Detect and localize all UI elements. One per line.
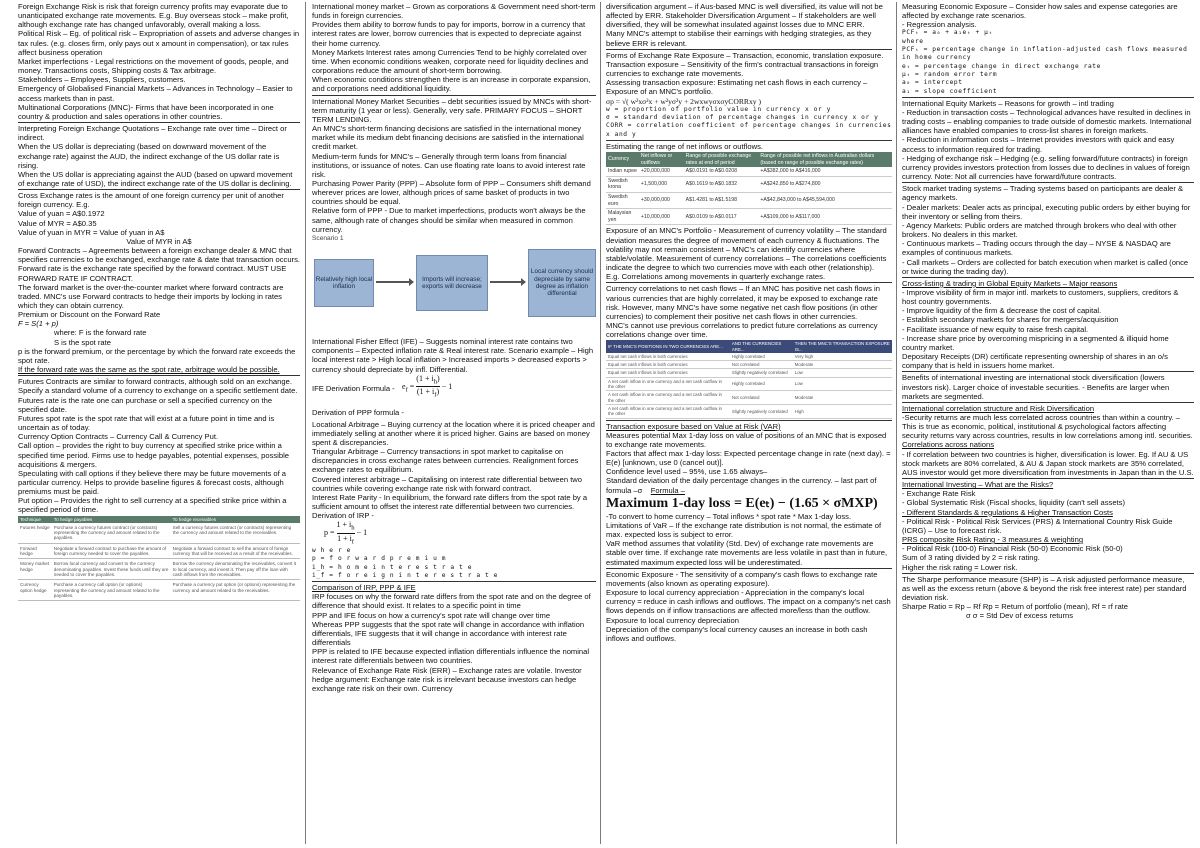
arrow-icon — [376, 281, 410, 283]
text-forward-market: The forward market is the over-the-counter market where forward contracts are traded. MNC's use Forward contracts to hedge their imports by locking in rates which they can obtain currency. — [18, 282, 284, 310]
column-separator — [600, 2, 601, 844]
regression-where: where — [902, 37, 924, 45]
text-ppp-derivation: Derivation of PPP formula - — [312, 407, 404, 417]
text-globalised-markets: Emergency of Globalised Financial Markets – Advances in Technology – Easier to access markets than in past. — [18, 84, 293, 103]
text-stakeholders: Stakeholders – Employees, Suppliers, customers. — [18, 75, 186, 85]
text-usd-depreciating: When the US dollar is depreciating (based on downward movement of the exchange rate) against the AUD, the indirect exchange of the US dollar rate is rising. — [18, 142, 280, 170]
correlation-table — [606, 340, 892, 418]
text-standards: - Different Standards & regulations & Higher Transaction Costs — [902, 507, 1113, 517]
text-intl-money-market: International money market – Grown as corporations & Government need short-term funds in foreign currencies. — [312, 2, 596, 21]
regression-e: eₜ = percentage change in direct exchange rate — [902, 62, 1101, 70]
table-row — [606, 167, 892, 176]
table-cell: Borrow the currency denominating the receivables, convert it to local currency, and invest it. Then pay off the loan with cash inflows from the receivables. — [171, 559, 300, 580]
text-depreciation-effect: Depreciation of the company's local currency causes an increase in both cash inflows and outflows. — [606, 624, 868, 643]
diagram-box-inflation: Relatively high local inflation — [314, 259, 374, 307]
text-money-market-rates: Money Markets Interest rates among Currencies Tend to be highly correlated over time. When economic conditions weaken, corporate need for liquidity declines and corporations reduce the amount of short-term borrowing. — [312, 47, 589, 76]
table-row — [18, 580, 300, 601]
table-cell: A net cash inflow in one currency and a net cash outflow in the other — [606, 377, 730, 391]
text-where-p: p is the forward premium, or the percentage by which the forward rate exceeds the spot rate. — [18, 346, 296, 365]
text-std-dev: Standard deviation of the daily percentage changes in the currency. – last part of formula –σ Formula – — [606, 476, 877, 495]
divider — [312, 95, 596, 96]
text-security-returns: -Security returns are much less correlated across countries than within a country. – This is true as economic, political, institutional & psychological factors affecting security returns vary across countries, results in low correlations among intl. securities. — [902, 413, 1193, 441]
text-ppp-related-ife: PPP is related to IFE because expected inflation differentials influence the nominal interest rate differentials between two countries. — [312, 647, 590, 666]
text-call-markets: - Call markets – Orders are collected for batch execution when market is called (once or twice during the trading day). — [902, 257, 1189, 276]
text-ppp-ife-focus: PPP and IFE focus on how a currency's spot rate will change over time — [312, 610, 551, 620]
table-cell: Negotiate a forward contract to sell the amount of foreign currency that will be received as a result of the receivables. — [171, 543, 300, 559]
text-measuring-economic-exposure: Measuring Economic Exposure – Consider how sales and expense categories are affected by exchange rate scenarios. — [902, 2, 1178, 21]
text-triangular-arbitrage: Triangular Arbitrage – Currency transactions in spot market to capitalise on discrepancies in cross exchange rates between currencies. Realignment forces exchange rates to equilibrium. — [312, 447, 579, 475]
text-ppp-relative: Relative form of PPP - Due to market imperfections, products won't always be the same, although rate of changes should be similar when measured in common currency. — [312, 206, 586, 234]
text-improve-liquidity: - Improve liquidity of the firm & decrease the cost of capital. — [902, 306, 1102, 316]
table-cell: +A$382,000 to A$416,000 — [758, 167, 892, 176]
table-cell: Slightly negatively correlated — [730, 404, 793, 418]
text-relevance-err: Relevance of Exchange Rate Risk (ERR) – Exchange rates are volatile. Investor hedge argument: Exchange rate risk is irrelevant because investors can hedge exchange rate risk on their own. Currency — [312, 665, 582, 693]
text-interpreting-quotations: Interpreting Foreign Exchange Quotations – Exchange rate over time – Direct or indirect. — [18, 124, 287, 143]
text-money-market-securities: International Money Market Securities – debt securities issued by MNCs with short-term maturity (1 year or less). Generally, very safe. PRIMARY FOCUS – SHORT TERM LENDING. — [312, 96, 592, 124]
text-ife-derivation: IFE Derivation Formula - — [312, 383, 395, 393]
text-political-risk: Political Risk – Eg. of political risk – Expropriation of assets and adverse changes in tax rules. (e.g. closes firm, only pays out x amount in compensation), or tax rules affect business operation — [18, 29, 300, 57]
table-row — [18, 543, 300, 559]
divider — [902, 97, 1194, 98]
table-cell: A$0.0191 to A$0.0208 — [684, 167, 759, 176]
table-header: THEN THE MNC'S TRANSACTION EXPOSURE IS... — [793, 340, 892, 353]
table-row — [606, 176, 892, 192]
table-cell: Malaysian yen — [606, 209, 639, 225]
divider — [902, 371, 1194, 372]
divider — [606, 420, 892, 421]
table-cell: +30,000,000 — [639, 193, 684, 209]
text-transaction-exposure: Transaction exposure – Sensitivity of the firm's contractual transactions in foreign currencies to exchange rate movements. — [606, 59, 879, 79]
table-cell: A$1.4281 to A$1.5198 — [684, 193, 759, 209]
text-assessing-exposure: Assessing transaction exposure: Estimating net cash flows in each currency – Exposure of an MNC's portfolio. — [606, 78, 868, 97]
text-benefits-intl: Benefits of international investing are international stock diversification (lowers investors risk). Larger choice of investable securities. - Benefits are larger when markets are segmented. — [902, 373, 1170, 401]
table-cell: Not correlated — [730, 391, 793, 405]
text-political-risk-prs: - Political Risk - Political Risk Services (PRS) & International Country Risk Guide (ICRG) – Use to forecast risk. — [902, 516, 1173, 535]
text-increase-share-price: - Increase share price by overcoming mispricing in a segmented & illiquid home country market. — [902, 333, 1169, 352]
formula-weight: w = proportion of portfolio value in currency x or y — [606, 105, 831, 113]
table-cell: +A$242,850 to A$274,800 — [758, 176, 892, 192]
text-var-measures: Measures potential Max 1-day loss on value of positions of an MNC that is exposed to exchange rate movements. — [606, 430, 887, 449]
table-row — [606, 391, 892, 405]
diagram-box-trade: Imports will increase; exports will decrease — [416, 255, 488, 311]
text-information-costs: - Reduction in information costs – Internet provides investors with quick and easy access to information required for trading. — [902, 135, 1175, 154]
table-header: Range of possible net inflows in Australian dollars (based on range of possible exchange rates) — [758, 152, 892, 167]
text-forward-contracts: Forward Contracts – Agreements between a foreign exchange dealer & MNC that specifies currencies to be exchanged, exchange rate & date that transaction occurs. — [18, 246, 300, 265]
text-option-contracts: Currency Option Contracts – Currency Call & Currency Put. — [18, 432, 219, 442]
text-locational-arbitrage: Locational Arbitrage – Buying currency at the location where it is priced cheaper and immediately selling at another where it is priced higher. Gains are based on money spent & discrepancies. — [312, 419, 595, 447]
column-2 — [312, 2, 596, 844]
text-currency-correlations: Currency correlations to net cash flows – If an MNC has positive net cash flows in various currencies that are highly correlated, it may be exposed to exchange rate risk. However, many MNC's have some negative net cash flow positions (in other currencies) to complement their positive net cash flows in other currencies. — [606, 284, 880, 321]
text-forms-exposure: Forms of Exchange Rate Exposure – Transaction, economic, translation exposure. — [606, 50, 884, 60]
table-cell: Highly correlated — [730, 377, 793, 391]
text-formula-label: Formula – — [650, 485, 685, 495]
divider — [18, 375, 300, 376]
text-secondary-markets: - Establish secondary markets for shares for mergers/acquisition — [902, 315, 1119, 325]
text-equity-markets: International Equity Markets – Reasons for growth – intl trading — [902, 98, 1114, 108]
formula-max-1day-loss: Maximum 1-day loss = E(eₜ) − (1.65 × σMXP) — [606, 495, 878, 511]
table-cell: Negotiate a forward contract to purchase the amount of foreign currency needed to cover the payables. — [52, 543, 171, 559]
table-row — [18, 523, 300, 543]
table-cell: +A$109,000 to A$117,000 — [758, 209, 892, 225]
divider — [606, 140, 892, 141]
table-cell: Swedish krona — [606, 176, 639, 192]
column-separator — [896, 2, 897, 844]
text-correlation-example: - If correlation between two countries is higher, diversification is lower. Eg. If AU & US stock markets are 80% correlated, & AU & Japan stock markets are 35% correlated, AUS investor would get more diversification from investments in Japan than in the U.S. — [902, 449, 1194, 477]
text-prs-measures: - Political Risk (100-0) Financial Risk (50-0) Economic Risk (50-0) — [902, 544, 1123, 554]
divider — [902, 573, 1194, 574]
table-cell: +1,500,000 — [639, 176, 684, 192]
text-arbitrage-possible: If the forward rate was the same as the spot rate, arbitrage would be possible. — [18, 365, 280, 375]
text-sharpe-sigma: σ σ = Std Dev of excess returns — [966, 611, 1074, 621]
text-economic-strengthen: When economic conditions strengthen there is an increase in corporate expansion, and corporations need additional liquidity. — [312, 75, 591, 94]
scenario-label: Scenario 1 — [312, 234, 344, 242]
ife-fraction-numerator: $e_f$ = $\frac{(1 + i_h)}{(1 + i_f)}$ − 1 — [402, 373, 453, 400]
text-value-myr: Value of MYR = A$0.35 — [18, 218, 97, 228]
text-ife: International Fisher Effect (IFE) – Suggests nominal interest rate contains two components – Expected inflation rate & Real interest rate. Scenario example – High local interest rate > High local inflation > Increased imports > decreased exports > currency should depreciate by infl. Differential. — [312, 337, 594, 374]
text-var-limitations: Limitations of VaR – If the exchange rate distribution is not normal, the estimate of max. expected loss is subject to error. — [606, 520, 882, 540]
column-4 — [902, 2, 1194, 844]
heading-var: Transaction exposure based on Value at Risk (VAR) — [606, 421, 781, 431]
text-local-depreciation: Exposure to local currency depreciation — [606, 615, 739, 625]
text-convert-home: -To convert to home currency – Total inflows * spot rate * Max 1-day loss. — [606, 511, 852, 521]
text-hedging-exchange-risk: - Hedging of exchange risk – Hedging (e.g. selling forward/future contracts) in foreign currency provides investors protection from losses due to declines in values of foreign currency. Note: Not all currencies have forward/future contracts. — [902, 153, 1190, 182]
ppp-scenario-diagram — [312, 245, 596, 335]
table-header: To hedge receivables — [171, 516, 300, 523]
text-cross-exchange-rates: Cross Exchange rates is the amount of one foreign currency per unit of another foreign currency. E.g. — [18, 191, 284, 210]
text-ppp-vs-ife: Whereas PPP suggests that the spot rate will change in accordance with inflation differentials, IFE suggests that it will change in accordance with interest rate differentials — [312, 619, 585, 648]
irp-home-rate: i_h = h o m e i n t e r e s t r a t e — [312, 563, 473, 571]
text-hedging-strategies: Many MNC's attempt to stabilise their earnings with hedging strategies, as they believe ERR is relevant. — [606, 29, 872, 48]
table-cell: +A$42,843,000 to A$45,594,000 — [758, 193, 892, 209]
text-where-s: S is the spot rate — [54, 337, 111, 347]
divider — [606, 282, 892, 283]
text-new-equity: - Facilitate issuance of new equity to raise fresh capital. — [902, 324, 1089, 334]
text-call-option: Call option – provides the right to buy currency at specified strike price within a specified time period. Firms use to hedge payables, potential expenses, possible acquisitions & mergers. — [18, 441, 289, 469]
formula-area — [312, 374, 596, 420]
table-row — [606, 361, 892, 369]
text-futures-contracts: Futures Contracts are similar to forward contracts, although sold on an exchange. Specify a standard volume of a currency to exchange on a specific settlement date. — [18, 377, 298, 396]
table-row — [18, 559, 300, 580]
table-header: Currency — [606, 152, 639, 167]
text-where-f: where: F is the forward rate — [54, 328, 147, 338]
text-mnc: Multinational Corporations (MNC)- Firms that have been incorporated in one country & production and sales operations in other countries. — [18, 102, 274, 121]
hedging-techniques-table — [18, 516, 300, 602]
text-economic-exposure: Economic Exposure - The sensitivity of a company's cash flows to exchange rate movements (also known as operating exposure). — [606, 569, 878, 588]
table-row — [606, 353, 892, 361]
text-put-option: Put option – Provides the right to sell currency at a specified strike price within a specified period of time. — [18, 496, 287, 515]
text-agency-markets: - Agency Markets: Public orders are matched through brokers who deal with other brokers. No dealers in this market. — [902, 220, 1177, 240]
table-cell: Slightly negatively correlated — [730, 369, 793, 377]
irp-where: w h e r e — [312, 546, 351, 554]
text-trading-systems: Stock market trading systems – Trading systems based on participants are dealer & agency markets. — [902, 184, 1184, 203]
column-separator — [305, 2, 306, 844]
text-estimating-range: Estimating the range of net inflows or outflows. — [606, 141, 764, 151]
regression-mu: μₜ = random error term — [902, 70, 998, 78]
text-var-factors: Factors that affect max 1-day loss: Expected percentage change in rate (next day). = E(e) [unknown, use 0 (cancel out)]. — [606, 449, 891, 468]
divider — [902, 478, 1194, 479]
heading-comparison: Comparison of IRP, PPP & IFE — [312, 583, 416, 593]
text-cannot-predict: MNC's cannot use previous correlations to predict future correlations as currency correlations change over time. — [606, 320, 878, 340]
regression-equation: PCFₜ = a₀ + a₁eₜ + μₜ — [902, 29, 993, 37]
divider — [606, 49, 892, 50]
table-header: IF THE MNC'S POSITIONS IN TWO CURRENCIES ARE... — [606, 340, 730, 353]
text-global-systematic: - Global Systematic Risk (Fiscal shocks, liquidity (can't sell assets) — [902, 498, 1125, 508]
table-cell: Purchase a currency put option (or options) representing the currency and amount related to the receivables. — [171, 580, 300, 601]
table-cell: High — [793, 404, 892, 418]
text-continuous-markets: - Continuous markets – Trading occurs through the day – NYSE & NASDAQ are examples of continuous markets. — [902, 239, 1171, 258]
table-row — [606, 377, 892, 391]
text-correlations-example: E.g. Correlations among movements in quarterly exchange rates. — [606, 272, 826, 282]
table-header: Net inflows or outflows — [639, 152, 684, 167]
table-cell: +10,000,000 — [639, 209, 684, 225]
irp-formula: p = $\frac{1 + i_h}{1 + i_f}$ − 1 — [324, 520, 368, 546]
table-cell: Not correlated — [730, 361, 793, 369]
text-market-imperfections: Market imperfections - Legal restrictions on the movement of goods, people, and money. Transactions costs, Shipping costs & Tax arbitrage. — [18, 56, 289, 76]
text-value-yuan: Value of yuan = A$0.1972 — [18, 209, 105, 219]
table-cell: Very high — [793, 353, 892, 361]
table-cell: A net cash inflow in one currency and a net cash outflow in the other — [606, 391, 730, 405]
arrow-icon — [490, 281, 522, 283]
text-regression: - Regression analysis. — [902, 20, 977, 30]
heading-correlation-structure: International correlation structure and Risk Diversification — [902, 403, 1095, 413]
text-premium-discount: Premium or Discount on the Forward Rate — [18, 310, 161, 320]
text-borrow-funds: Provides them ability to borrow funds to pay for imports, borrow in a currency that interest rates are lower, borrow currencies that is expected to depreciate against their home currency. — [312, 20, 586, 48]
table-cell: A net cash inflow in one currency and a net cash outflow in the other — [606, 404, 730, 418]
table-header: To hedge payables — [52, 516, 171, 523]
irp-foreign-rate: i_f = f o r e i g n i n t e r e s t r a t e — [312, 571, 498, 579]
text-portfolio-exposure: Exposure of an MNC's Portfolio - Measurement of currency volatility – The standard deviation measures the degree of movement of each currency & fluctuations. The volatility may not remain consistent – MNC's can identify currencies where stable/volatile. Measurement of currency correlations – The correlations coefficients indicate the degree to which two currencies move with each other (relationship). — [606, 226, 887, 273]
text-transaction-costs: - Reduction in transaction costs – Technological advances have resulted in declines in trading costs – enabling companies to trade outside of domestic markets. International alliances have enabled companies to cross-list shares in foreign markets. — [902, 108, 1192, 136]
text-value-myr-in-aud: Value of MYR in A$ — [126, 236, 192, 246]
table-row — [606, 404, 892, 418]
text-short-term-financing: An MNC's short-term financing decisions are satisfied in the international money market while its medium debt financing decisions are satisfied in the international credit market. — [312, 124, 584, 152]
text-futures-rate: Futures rate is the rate one can purchase or sell a specified currency on the specified date. — [18, 395, 273, 414]
text-local-appreciation: Exposure to local currency appreciation - Appreciation in the company's local currency = reduce in cash inflows and outflows. The impact on a company's net cash flows depends on if inflow transactions are affected more/less than the outflow. — [606, 588, 891, 616]
text-sum-ratings: Sum of 3 rating divided by 2 = risk rating. — [902, 553, 1040, 563]
text-sharpe-measure: The Sharpe performance measure (SHP) is – A risk adjusted performance measure, as well as the excess return (above & beyond the risk free interest rate) per standard deviation risk. — [902, 574, 1187, 602]
divider — [902, 182, 1194, 183]
text-depositary-receipts: Depositary Receipts (DR) certificate representing ownership of shares in an o/s company that is held in issuers home market. — [902, 352, 1168, 371]
text-higher-rating: Higher the risk rating = Lower risk. — [902, 562, 1018, 572]
regression-a0: a₀ = intercept — [902, 79, 963, 87]
heading-intl-risks: International Investing – What are the Risks? — [902, 480, 1054, 490]
table-cell: Indian rupee — [606, 167, 639, 176]
table-cell: Purchase a currency futures contract (or contracts) representing the currency and amount related to the payables. — [52, 523, 171, 543]
table-cell: A$0.1619 to A$0.1832 — [684, 176, 759, 192]
divider — [606, 568, 892, 569]
heading-prs-composite: PRS composite Risk Rating - 3 measures & weighting — [902, 535, 1084, 545]
column-1 — [18, 2, 300, 844]
heading-correlations-nations: Correlations across nations — [902, 440, 995, 450]
text-foreign-exchange-risk: Foreign Exchange Risk is risk that foreign currency profits may evaporate due to unanticipated exchange rate movements. E.g. Buy overseas stock – make profit, although exchange rate has changed unfavorably, overall making a loss. — [18, 2, 289, 30]
formula-sigma: σ = standard deviation of percentage changes in currency x or y — [606, 114, 879, 122]
formula-forward-rate: F = S(1 + p) — [18, 319, 59, 329]
table-row — [606, 369, 892, 377]
text-ppp-absolute: Purchasing Power Parity (PPP) – Absolute form of PPP – Consumers shift demand wherever prices are lower, although prices of same basket of products in two countries should be equal. — [312, 178, 591, 207]
table-header: Range of possible exchange rates at end of period — [684, 152, 759, 167]
text-forward-rate: Forward rate is the exchange rate specified by the forward contract. MUST USE FORWARD RATE IF CONTRACT. — [18, 264, 287, 283]
regression-a1: a₁ = slope coefficient — [902, 87, 998, 95]
regression-pcf: PCFₜ = percentage change in inflation-adjusted cash flows measured in home currency — [902, 46, 1188, 62]
table-cell: A$0.0109 to A$0.0117 — [684, 209, 759, 225]
text-irp: Interest Rate Parity - In equilibrium, the forward rate differs from the spot rate by a sufficient amount to offset the interest rate differential between two currencies. Derivation of IRP - — [312, 492, 588, 521]
table-cell: Purchase a currency call option (or options) representing the currency and amount related to the payables. — [52, 580, 171, 601]
table-cell: Moderate — [793, 361, 892, 369]
text-dealer-markets: - Dealer markets: Dealer acts as principal, executing public orders by either buying for their inventory or selling from theirs. — [902, 202, 1191, 221]
text-usd-appreciating: When the US dollar is appreciating against the AUD (based on upward movement of exchange rate of USD), the indirect exchange rate of the US dollar is declining. — [18, 169, 293, 188]
table-cell: Low — [793, 377, 892, 391]
formula-corr: CORR = correlation coefficient of percentage changes in currencies x and y — [606, 122, 892, 138]
table-row — [606, 193, 892, 209]
table-cell: Equal net cash inflows in both currencies — [606, 361, 730, 369]
text-exchange-rate-risk: - Exchange Rate Risk — [902, 489, 976, 499]
divider — [902, 277, 1194, 278]
table-header: AND THE CURRENCIES ARE... — [730, 340, 793, 353]
text-covered-interest-arbitrage: Covered interest arbitrage – Capitalising on interest rate differential between two countries while covering exchange rate risk with forward contract. — [312, 474, 583, 493]
text-diversification-argument: diversification argument – if Aus-based MNC is well diversified, its value will not be affected by ERR. Stakeholder Diversification Argument – If stakeholders are well diversified, they will be somewhat insulated against losses due to MNC ERR. — [606, 2, 883, 30]
heading-cross-listing: Cross-listing & trading in Global Equity Markets – Major reasons — [902, 278, 1118, 288]
text-futures-spot-rate: Futures spot rate is the spot rate that will exist at a future point in time and is uncertain as of today. — [18, 413, 275, 433]
text-var-assumes: VaR method assumes that volatility (Std. Dev) of exchange rate movements are stable over time. If exchange rate movements are less volatile in past than in future, estimated maximum expected loss will be underestimated. — [606, 539, 888, 567]
table-header: Technique — [18, 516, 52, 523]
column-3 — [606, 2, 892, 844]
text-improve-visibility: - Improve visibility of firm in major intl. markets to customers, suppliers, creditors & host country governments. — [902, 287, 1179, 307]
text-speculating: Speculating with call options if they believe there may be future movements of a particular currency. Helps to provide baseline figures & forecast costs, although premiums must be paid. — [18, 468, 287, 497]
irp-forward-premium: p = f o r w a r d p r e m i u m — [312, 555, 447, 563]
table-cell: Equal net cash inflows in both currencies — [606, 369, 730, 377]
text-medium-term-funds: Medium-term funds for MNC's – Generally through term loans from financial institutions, or issuance of notes. Can use floating rate loans to avoid interest rate risk. — [312, 151, 586, 179]
table-row — [606, 209, 892, 225]
divider — [18, 122, 300, 123]
table-cell: Low — [793, 369, 892, 377]
table-cell: Swedish euro — [606, 193, 639, 209]
table-cell: +20,000,000 — [639, 167, 684, 176]
table-cell: Highly correlated — [730, 353, 793, 361]
table-cell: Money market hedge — [18, 559, 52, 580]
divider — [902, 402, 1194, 403]
portfolio-sd-formula: σp = √( w²xσ²x + w²yσ²y + 2wxwyσxσyCORRxy ) — [606, 96, 762, 106]
table-cell: Currency option hedge — [18, 580, 52, 601]
table-cell: Moderate — [793, 391, 892, 405]
diagram-box-depreciate: Local currency should depreciate by same degree as inflation differential — [528, 249, 596, 317]
table-cell: Futures hedge — [18, 523, 52, 543]
range-table — [606, 152, 892, 225]
table-cell: Forward hedge — [18, 543, 52, 559]
text-irp-focus: IRP focuses on why the forward rate differs from the spot rate and on the degree of difference that should exist. It relates to a specific point in time — [312, 592, 591, 611]
table-cell: Equal net cash inflows in both currencies — [606, 353, 730, 361]
text-sharpe-ratio: Sharpe Ratio = Rp – Rf Rp = Return of portfolio (mean), Rf = rf rate — [902, 602, 1129, 612]
divider — [18, 189, 300, 190]
divider — [312, 581, 596, 582]
table-cell: Sell a currency futures contract (or contracts) representing the currency and amount related to the receivables. — [171, 523, 300, 543]
table-cell: Borrow local currency and convert to the currency denominating payables. Invest these funds until they are needed to cover the payables. — [52, 559, 171, 580]
text-value-yuan-in-myr: Value of yuan in MYR = Value of yuan in A$ — [18, 227, 165, 237]
text-confidence-level: Confidence level used – 95%, use 1.65 always– — [606, 467, 768, 477]
